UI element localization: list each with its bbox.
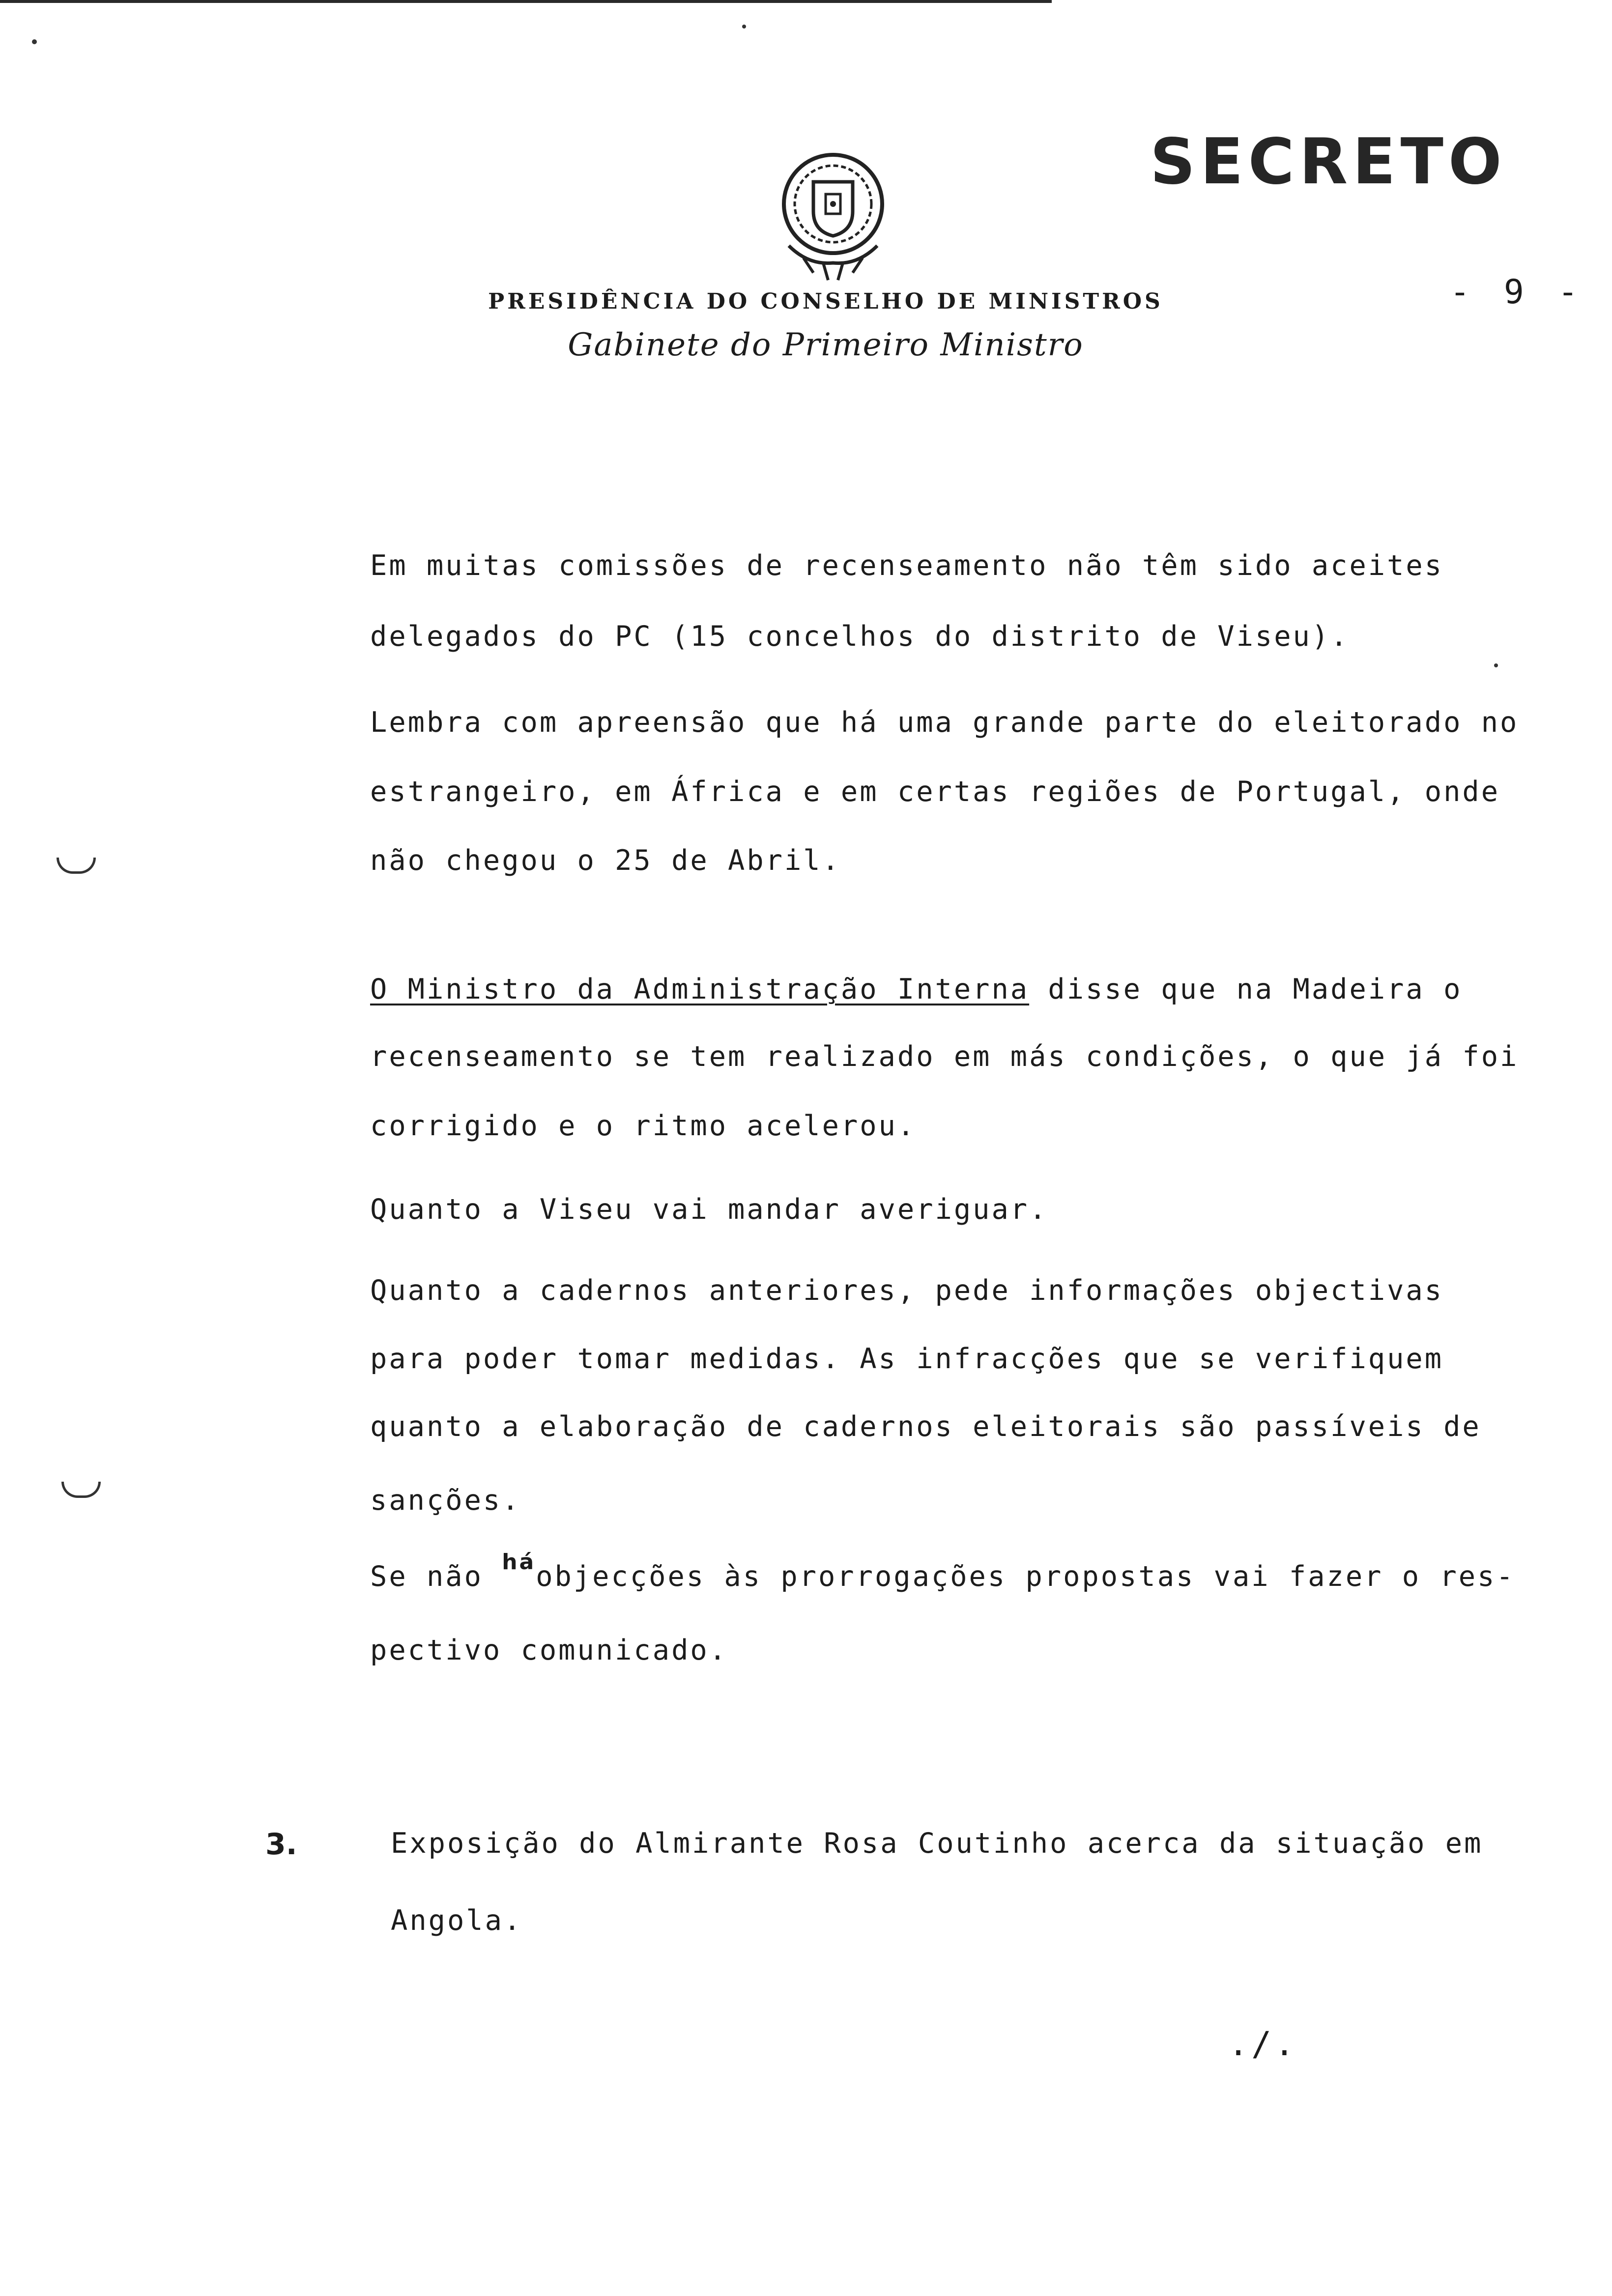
body-line: Quanto a cadernos anteriores, pede informações objectivas (370, 1274, 1444, 1307)
body-line-rest: objecções às prorrogações propostas vai fazer o res- (536, 1560, 1515, 1593)
body-line-start: Se não (370, 1560, 502, 1593)
body-line-rest: disse que na Madeira o (1029, 973, 1463, 1005)
body-line: Lembra com apreensão que há uma grande parte do eleitorado no (370, 706, 1519, 739)
item-number: 3. (265, 1827, 297, 1862)
coat-of-arms-icon (774, 147, 892, 285)
body-line: Quanto a Viseu vai mandar averiguar. (370, 1193, 1048, 1226)
body-line: recenseamento se tem realizado em más condições, o que já foi (370, 1040, 1519, 1073)
speaker-underlined: O Ministro da Administração Interna (370, 973, 1030, 1005)
body-line (370, 973, 1462, 1005)
top-border-line (0, 0, 1052, 3)
scan-speck (742, 25, 746, 29)
body-line: estrangeiro, em África e em certas regiões de Portugal, onde (370, 775, 1500, 808)
handwritten-insertion: há (502, 1550, 536, 1575)
scan-speck (32, 39, 37, 44)
body-line: Em muitas comissões de recenseamento não têm sido aceites (370, 549, 1444, 582)
body-line: quanto a elaboração de cadernos eleitorais são passíveis de (370, 1410, 1481, 1443)
item-line: Angola. (391, 1904, 523, 1937)
punch-hole-mark (61, 1482, 101, 1498)
body-line: corrigido e o ritmo acelerou. (370, 1110, 917, 1142)
body-line: pectivo comunicado. (370, 1634, 728, 1666)
header-subtitle: Gabinete do Primeiro Ministro (568, 327, 1084, 363)
body-line: sanções. (370, 1484, 521, 1517)
classification-stamp: SECRETO (1150, 125, 1507, 199)
header-title: PRESIDÊNCIA DO CONSELHO DE MINISTROS (488, 289, 1163, 314)
scan-speck (1494, 663, 1498, 667)
body-line: para poder tomar medidas. As infracções que se verifiquem (370, 1343, 1444, 1375)
body-line: delegados do PC (15 concelhos do distrito de Viseu). (370, 620, 1350, 653)
page-number: - 9 - (1450, 273, 1585, 312)
body-line: não chegou o 25 de Abril. (370, 844, 841, 877)
body-line (370, 1550, 1515, 1593)
punch-hole-mark (57, 858, 96, 874)
continuation-mark: ./. (1228, 2025, 1297, 2064)
item-line: Exposição do Almirante Rosa Coutinho acerca da situação em (391, 1827, 1483, 1860)
